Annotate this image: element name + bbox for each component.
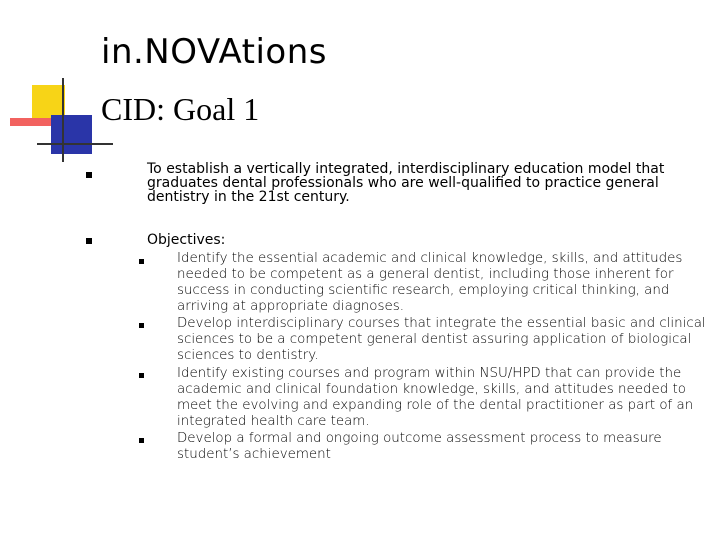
objectives-label: Objectives:	[147, 232, 226, 248]
bullet-objective-1-icon	[139, 259, 144, 264]
slide-title: in.NOVAtions	[101, 32, 327, 72]
objective-item-4: Develop a formal and ongoing outcome assessment process to measure student’s achievement	[177, 431, 662, 462]
decor-vertical-line	[62, 78, 64, 162]
bullet-objective-2-icon	[139, 323, 144, 328]
decor-horizontal-line	[37, 143, 113, 145]
bullet-objectives-icon	[86, 238, 92, 244]
bullet-objective-4-icon	[139, 438, 144, 443]
decor-red-bar	[10, 118, 53, 126]
objective-item-1: Identify the essential academic and clinical knowledge, skills, and attitudes needed to be competent as a general dentist, including those inherent for success in conducting scientific research, employing critical thinking, and arriving at appropriate diagnoses.	[177, 251, 683, 314]
goal-text: To establish a vertically integrated, interdisciplinary education model that graduates dental professionals who are well-qualified to practice general dentistry in the 21st century.	[147, 161, 665, 205]
bullet-goal-icon	[86, 172, 92, 178]
decor-blue-square	[51, 115, 92, 154]
slide-subtitle: CID: Goal 1	[101, 91, 260, 127]
bullet-objective-3-icon	[139, 373, 144, 378]
objective-item-2: Develop interdisciplinary courses that integrate the essential basic and clinical sciences to be a competent general dentist assuring application of biological sciences to dentistry.	[177, 316, 706, 363]
objective-item-3: Identify existing courses and program within NSU/HPD that can provide the academic and clinical foundation knowledge, skills, and attitudes needed to meet the evolving and expanding role of the dental practitioner as part of an integrated health care team.	[177, 366, 694, 429]
